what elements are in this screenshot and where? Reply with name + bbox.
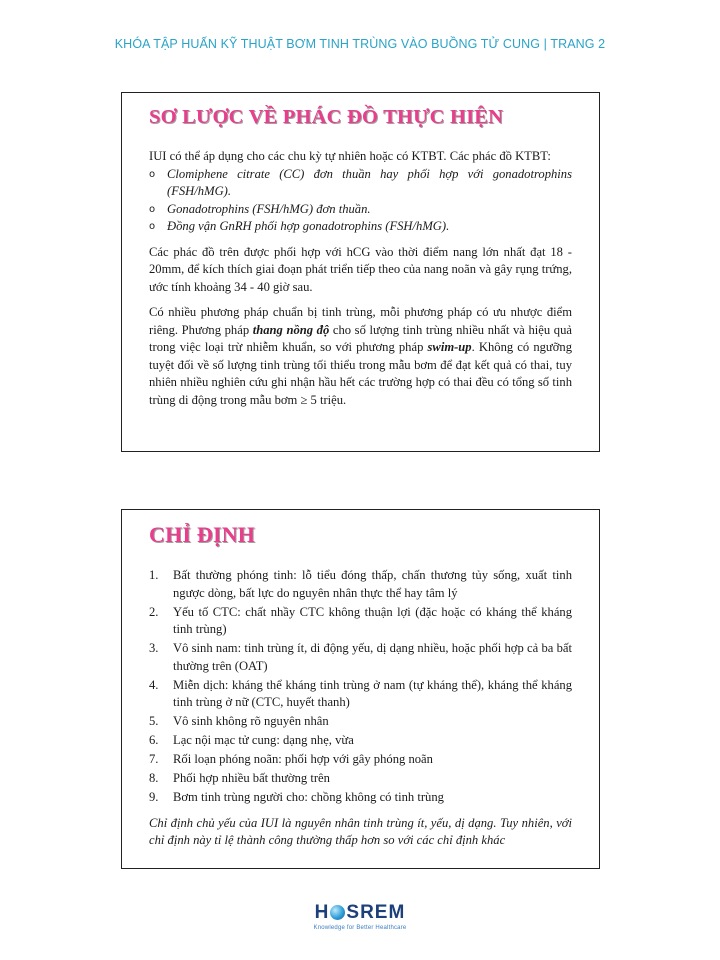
circle-bullet-icon: o: [149, 203, 156, 215]
indications-list: [149, 567, 572, 807]
section-title-indications: CHỈ ĐỊNH: [149, 522, 256, 547]
overview-section: [121, 92, 600, 452]
list-item: 9. Bơm tinh trùng người cho: chồng không có tinh trùng: [149, 790, 444, 804]
list-item: o Clomiphene citrate (CC) đơn thuần hay phối hợp với gonadotrophins (FSH/hMG).: [149, 166, 572, 198]
list-item: 3. Vô sinh nam: tinh trùng ít, di động yếu, dị dạng nhiều, hoặc phối hợp cả ba bất thường trên (OAT): [149, 641, 572, 673]
list-item: o Đồng vận GnRH phối hợp gonadotrophins (FSH/hMG).: [149, 218, 572, 236]
protocol-list: [149, 166, 572, 236]
list-item: o Gonadotrophins (FSH/hMG) đơn thuần.: [149, 201, 572, 219]
indications-note: Chỉ định chủ yếu của IUI là nguyên nhân tinh trùng ít, yếu, dị dạng. Tuy nhiên, với chỉ định này tỉ lệ thành công thường thấp hơn so với các chỉ định khác: [149, 815, 572, 847]
globe-icon: [330, 905, 345, 920]
list-item: 2. Yếu tố CTC: chất nhầy CTC không thuận lợi (đặc hoặc có kháng thể kháng tinh trùng): [149, 604, 572, 636]
circle-bullet-icon: o: [149, 168, 156, 180]
hcg-paragraph: Các phác đồ trên được phối hợp với hCG vào thời điểm nang lớn nhất đạt 18 - 20mm, để kích thích giai đoạn phát triển tiếp theo của nang noãn và gây rụng trứng, ước tính khoảng 34 - 40 giờ sau.: [149, 244, 573, 294]
indications-section: [121, 509, 600, 869]
logo-tagline: Knowledge for Better Healthcare: [313, 925, 407, 931]
list-item: 1. Bất thường phóng tinh: lỗ tiểu đóng thấp, chấn thương tủy sống, xuất tinh ngược dòng, bất lực do nguyên nhân thực thể hay tâm lý: [149, 568, 572, 600]
emphasis-swim-up: swim-up: [427, 340, 472, 354]
list-item: 8. Phối hợp nhiều bất thường trên: [149, 771, 330, 785]
emphasis-density-gradient: thang nồng độ: [252, 322, 330, 337]
intro-paragraph: IUI có thể áp dụng cho các chu kỳ tự nhiên hoặc có KTBT. Các phác đồ KTBT:: [149, 149, 551, 163]
running-header: KHÓA TẬP HUẤN KỸ THUẬT BƠM TINH TRÙNG VÀO BUỒNG TỬ CUNG | TRANG 2: [114, 37, 606, 51]
list-item: 4. Miễn dịch: kháng thể kháng tinh trùng ở nam (tự kháng thể), kháng thể kháng tinh trùng ở nữ (CTC, huyết thanh): [149, 677, 572, 709]
circle-bullet-icon: o: [149, 221, 156, 232]
hosrem-logo: H SREM Knowledge for Better Healthcare: [0, 902, 720, 931]
list-item: 7. Rối loạn phóng noãn: phối hợp với gây phóng noãn: [149, 752, 433, 766]
list-item: 5. Vô sinh không rõ nguyên nhân: [149, 714, 329, 728]
section-title-overview: SƠ LƯỢC VỀ PHÁC ĐỒ THỰC HIỆN: [149, 106, 504, 128]
list-item: 6. Lạc nội mạc tử cung: dạng nhẹ, vừa: [149, 733, 354, 747]
sperm-prep-paragraph: Có nhiều phương pháp chuẩn bị tinh trùng, mỗi phương pháp có ưu nhược điểm riêng. Phương pháp thang nồng độ cho số lượng tinh trùng nhiều nhất và hiệu quả trong việc loại trừ nhiễm khuẩn, so với phương pháp swim-up. Không có ngưỡng tuyệt đối về số lượng tinh trùng tối thiểu trong mẫu bơm để đạt kết quả có thai, tuy nhiên nhiều nghiên cứu ghi nhận hầu hết các trường hợp có thai đều có tổng số tinh trùng di động trong mẫu bơm ≥ 5 triệu.: [149, 305, 572, 407]
